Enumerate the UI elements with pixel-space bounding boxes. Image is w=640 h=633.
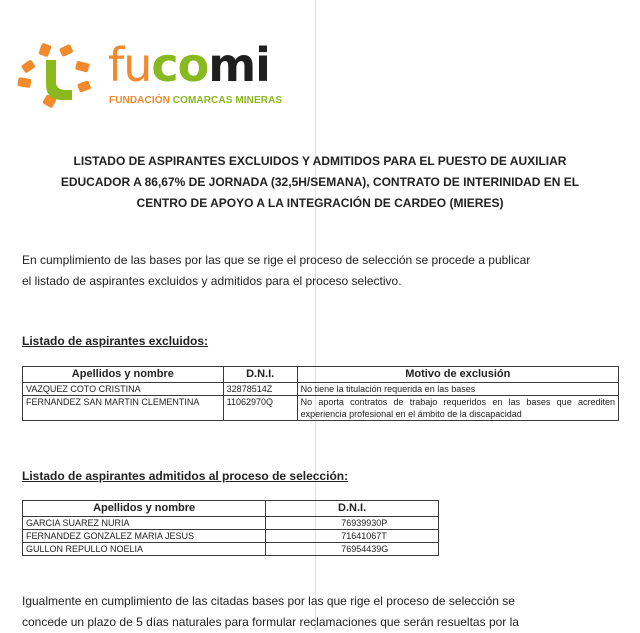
document-title bbox=[26, 151, 614, 214]
excluded-reason: No tiene la titulación requerida en las bases bbox=[297, 383, 618, 396]
admitted-table-header bbox=[23, 501, 439, 517]
excluded-header-dni: D.N.I. bbox=[223, 367, 297, 383]
admitted-heading: Listado de aspirantes admitidos al proceso de selección: bbox=[22, 469, 349, 483]
admitted-dni: 76939930P bbox=[266, 517, 439, 530]
closing-line-1: Igualmente en cumplimiento de las citadas bases por las que rige el proceso de selección se bbox=[22, 594, 515, 608]
excluded-heading: Listado de aspirantes excluidos: bbox=[22, 334, 209, 348]
title-line-2: EDUCADOR A 86,67% DE JORNADA (32,5H/SEMANA), CONTRATO DE INTERINIDAD EN EL bbox=[60, 175, 580, 189]
logo-word-mi: mi bbox=[208, 38, 270, 92]
excluded-dni: 32878514Z bbox=[223, 383, 297, 396]
title-line-1: LISTADO DE ASPIRANTES EXCLUIDOS Y ADMITIDOS PARA EL PUESTO DE AUXILIAR bbox=[73, 154, 567, 168]
admitted-header-dni: D.N.I. bbox=[266, 501, 439, 517]
excluded-header-reason: Motivo de exclusión bbox=[297, 367, 618, 383]
admitted-name: GARCIA SUAREZ NURIA bbox=[23, 517, 266, 530]
excluded-table-header bbox=[23, 367, 619, 383]
logo-subtitle-fundacion: FUNDACIÓN bbox=[109, 95, 173, 106]
excluded-header-name: Apellidos y nombre bbox=[23, 367, 224, 383]
logo-wordmark bbox=[108, 40, 270, 90]
admitted-header-name: Apellidos y nombre bbox=[23, 501, 266, 517]
admitted-dni: 71641067T bbox=[266, 530, 439, 543]
fucomi-logo bbox=[16, 38, 306, 114]
table-row bbox=[23, 530, 439, 543]
excluded-name: VAZQUEZ COTO CRISTINA bbox=[23, 383, 224, 396]
table-row bbox=[23, 517, 439, 530]
closing-line-2: concede un plazo de 5 días naturales para formular reclamaciones que serán resueltas por la bbox=[22, 615, 519, 629]
admitted-dni: 76954439G bbox=[266, 543, 439, 556]
excluded-reason: No aporta contratos de trabajo requeridos en las bases que acrediten experiencia profesional en el ámbito de la discapacidad bbox=[297, 396, 618, 421]
admitted-name: GULLON REPULLO NOELIA bbox=[23, 543, 266, 556]
excluded-name: FERNANDEZ SAN MARTIN CLEMENTINA bbox=[23, 396, 224, 421]
title-line-3: CENTRO DE APOYO A LA INTEGRACIÓN DE CARDEO (MIERES) bbox=[136, 196, 504, 210]
logo-word-fu: fu bbox=[108, 38, 152, 92]
admitted-table bbox=[22, 500, 439, 556]
table-row bbox=[23, 383, 619, 396]
table-row bbox=[23, 543, 439, 556]
logo-subtitle-mineras: MINERAS bbox=[235, 95, 283, 106]
excluded-table bbox=[22, 366, 619, 421]
intro-line-2: el listado de aspirantes excluidos y admitidos para el proceso selectivo. bbox=[22, 274, 402, 288]
closing-paragraph bbox=[22, 591, 618, 633]
table-row bbox=[23, 396, 619, 421]
logo-word-co: co bbox=[151, 38, 209, 92]
logo-subtitle bbox=[109, 95, 282, 106]
intro-paragraph bbox=[22, 250, 618, 292]
logo-subtitle-comarcas: COMARCAS bbox=[172, 95, 236, 106]
excluded-dni: 11062970Q bbox=[223, 396, 297, 421]
admitted-name: FERNANDEZ GONZALEZ MARIA JESUS bbox=[23, 530, 266, 543]
intro-line-1: En cumplimiento de las bases por las que se rige el proceso de selección se procede a publicar bbox=[22, 253, 531, 267]
fucomi-logo-mark-icon bbox=[16, 42, 102, 110]
